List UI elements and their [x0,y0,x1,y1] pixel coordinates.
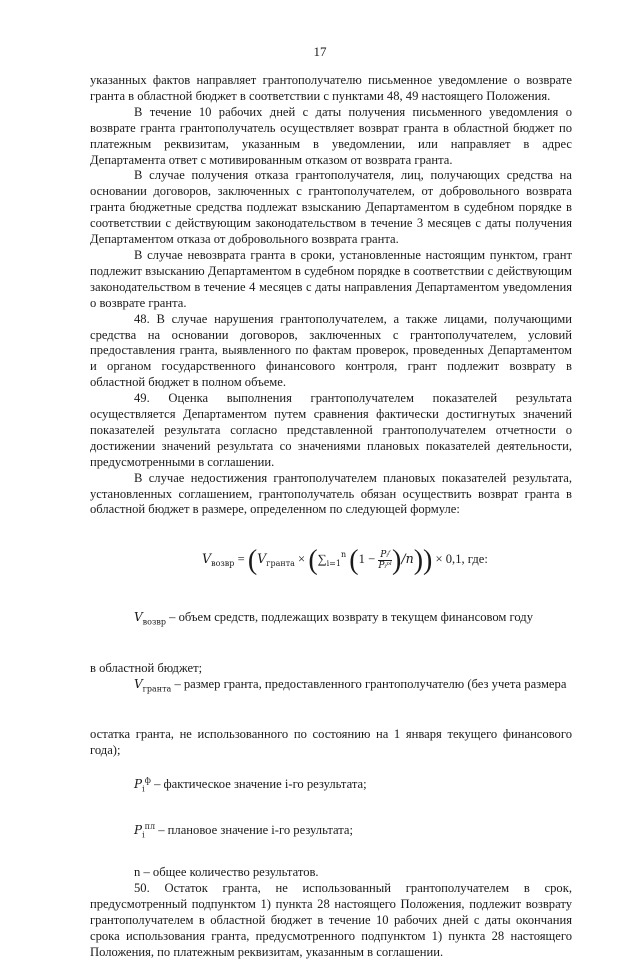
definition-v-grant-cont: остатка гранта, не использованного по состоянию на 1 января текущего финансового года); [90,726,572,757]
formula-sum-range: i=1 [326,559,341,569]
def-p-fact-term: $P_i^ф$ [134,775,151,794]
paragraph-4: В случае невозврата гранта в сроки, установленные настоящим пунктом, грант подлежит взысканию Департаментом в судебном порядке в соответствии с действующим законодательством в течение 4 месяцев с даты направления Департаментом уведомления о возврате гранта. [90,247,572,310]
formula-fraction [378,550,392,571]
definition-v-grant [90,677,572,697]
formula-close-paren: ) [423,545,433,577]
formula-open-paren-3: ( [349,545,359,577]
paragraph-48: 48. В случае нарушения грантополучателем, а также лицами, получающими средства на основании договоров, заключенных с грантополучателем, условий предоставления гранта, выявленного по фактам проверок, проведенных Департаментом и органом государственного финансового контроля, грант подлежит возврату в областной бюджет в полном объеме. [90,311,572,390]
formula-equals: = [237,552,245,567]
formula-open-paren-2: ( [308,545,318,577]
formula-one-minus: 1 − [358,552,376,567]
def-v-grant-text-a: – размер гранта, предоставленного грантополучателю (без учета размера [174,676,567,691]
def-v-return-term: $V_{возвр}$ [134,610,166,627]
def-p-plan-text: – плановое значение i-го результата; [158,822,354,837]
formula-frac-num: Pᵢᶠ [380,549,391,560]
formula-v-return-sub: возвр [211,559,235,569]
def-p-plan-term: $P_i^{пл}$ [134,821,156,840]
formula-factor: × 0,1, где: [435,552,488,567]
formula-sum: ∑ [317,552,327,567]
formula-times: × [298,552,306,567]
formula-v-grant-sub: гранта [266,559,295,569]
definition-v-return-cont: в областной бюджет; [90,660,203,675]
formula-sum-upper: n [340,550,347,560]
paragraph-2: В течение 10 рабочих дней с даты получения письменного уведомления о возврате гранта грантополучатель осуществляет возврат гранта в областной бюджет по платежным реквизитам, указанным в уведомлении, или направляет в адрес Департамента ответ с мотивированным отказом от возврата гранта. [90,104,572,167]
formula-frac-den: Pᵢᵖˡ [378,560,392,571]
document-body [90,73,572,961]
formula-v: V [202,551,212,567]
paragraph-1: указанных фактов направляет грантополучателю письменное уведомление о возврате гранта в областной бюджет в соответствии с пунктами 48, 49 настоящего Положения. [90,73,572,103]
definition-v-return [90,610,572,630]
formula-close-paren-3: ) [392,545,402,577]
definition-p-plan [90,819,572,843]
formula-div-n: /n [401,551,414,567]
return-formula [90,535,572,584]
paragraph-49: 49. Оценка выполнения грантополучателем показателей результата осуществляется Департаментом путем сравнения фактически достигнутых значений показателей результата согласно представленной грантополучателем отчетности о достижении значений результата со значениями плановых показателей деятельности, предусмотренными в соглашении. [90,391,572,469]
def-p-fact-text: – фактическое значение i-го результата; [154,776,367,791]
definition-p-fact [90,773,572,797]
paragraph-formula-intro: В случае недостижения грантополучателем плановых показателей результата, установленных соглашением, грантополучатель обязан осуществить возврат гранта в областной бюджет в размере, определенном по следующей формуле: [90,470,572,517]
formula-open-paren: ( [247,545,258,577]
paragraph-50: 50. Остаток гранта, не использованный грантополучателем в срок, предусмотренный подпунктом 1) пункта 28 настоящего Положения, подлежит возврату грантополучателем в областной бюджет в течение 10 рабочих дней с даты окончания срока использования гранта, предусмотренного подпунктом 1) пункта 28 настоящего Положения, по платежным реквизитам, указанным в соглашении. [90,881,572,959]
page-number: 17 [313,44,327,59]
paragraph-3: В случае получения отказа грантополучателя, лиц, получающих средства на основании договоров, заключенных с грантополучателем, от добровольного возврата гранта бюджетные средства подлежат взысканию Департаментом в судебном порядке в соответствии с действующим законодательством в течение 3 месяцев с даты получения Департаментом отказа от добровольного возврата гранта. [90,168,572,247]
formula-v-grant: V [257,551,267,567]
def-v-return-text-a: – объем средств, подлежащих возврату в текущем финансовом году [169,610,534,625]
formula-close-paren-2: ) [413,545,424,577]
def-v-grant-term: $V_{гранта}$ [134,676,172,693]
definition-n: n – общее количество результатов. [134,865,319,880]
